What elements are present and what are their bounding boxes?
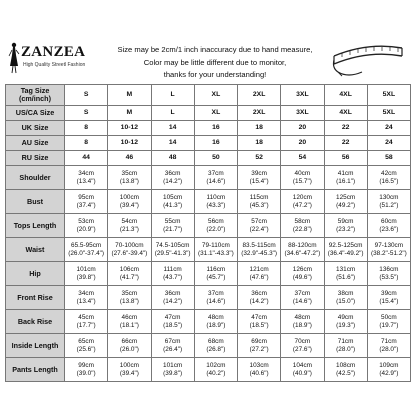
- inch-value: (23.2"): [336, 225, 356, 233]
- inch-value: (41.7"): [119, 273, 139, 281]
- cm-value: 55cm: [164, 217, 181, 225]
- measurement-cell: [194, 238, 237, 262]
- size-cell: 22: [324, 136, 367, 151]
- inch-value: (31.1"-43.3"): [197, 249, 234, 257]
- row-label: UK Size: [6, 121, 65, 136]
- inch-value: (38.2"-51.2"): [370, 249, 407, 257]
- size-cell: M: [108, 106, 151, 121]
- measurement-cell: [281, 166, 324, 190]
- inch-value: (43.7"): [163, 273, 183, 281]
- inch-value: (43.3"): [206, 201, 226, 209]
- measurement-cell: [108, 286, 151, 310]
- inch-value: (22.8"): [292, 225, 312, 233]
- size-cell: L: [151, 85, 194, 106]
- measurement-cell: [65, 358, 108, 382]
- table-row: [6, 262, 411, 286]
- cm-value: 67cm: [164, 337, 181, 345]
- inch-value: (32.9"-45.3"): [241, 249, 278, 257]
- measurement-cell: [194, 166, 237, 190]
- inch-value: (34.6"-47.2"): [284, 249, 321, 257]
- cm-value: 104cm: [292, 361, 312, 369]
- inch-value: (25.6"): [76, 345, 96, 353]
- cm-value: 131cm: [336, 265, 356, 273]
- cm-value: 40cm: [294, 169, 311, 177]
- inch-value: (21.3"): [119, 225, 139, 233]
- inch-value: (15.4"): [379, 297, 399, 305]
- row-label: Pants Length: [6, 358, 65, 382]
- measurement-cell: [238, 286, 281, 310]
- cm-value: 37cm: [208, 289, 224, 297]
- size-chart: [5, 84, 411, 382]
- measurement-cell: [108, 310, 151, 334]
- cm-value: 36cm: [251, 289, 267, 297]
- cm-value: 65cm: [78, 337, 94, 345]
- size-cell: 48: [151, 151, 194, 166]
- table-row: [6, 310, 411, 334]
- measurement-cell: [324, 190, 367, 214]
- cm-value: 101cm: [163, 361, 183, 369]
- inch-value: (51.2"): [379, 201, 399, 209]
- size-cell: 24: [367, 121, 410, 136]
- cm-value: 35cm: [121, 289, 138, 297]
- inch-value: (14.6"): [206, 177, 226, 185]
- measurement-cell: [194, 358, 237, 382]
- inch-value: (51.6"): [336, 273, 356, 281]
- table-row: [6, 238, 411, 262]
- inch-value: (16.5"): [379, 177, 399, 185]
- inch-value: (49.2"): [336, 201, 356, 209]
- table-row: [6, 214, 411, 238]
- inch-value: (39.8"): [163, 369, 183, 377]
- size-cell: L: [151, 106, 194, 121]
- notice-line: thanks for your understanding!: [163, 70, 267, 79]
- cm-value: 116cm: [206, 265, 226, 273]
- cm-value: 100cm: [119, 193, 139, 201]
- size-cell: 4XL: [324, 106, 367, 121]
- cm-value: 36cm: [164, 289, 181, 297]
- cm-value: 79-110cm: [201, 241, 230, 249]
- cm-value: 47cm: [251, 313, 267, 321]
- measurement-cell: [324, 262, 367, 286]
- size-cell: 14: [151, 136, 194, 151]
- measurement-cell: [108, 334, 151, 358]
- size-cell: 2XL: [238, 85, 281, 106]
- inch-value: (28.0"): [379, 345, 399, 353]
- row-label: AU Size: [6, 136, 65, 151]
- size-cell: S: [65, 85, 108, 106]
- measurement-cell: [238, 262, 281, 286]
- size-cell: 4XL: [324, 85, 367, 106]
- inch-value: (13.8"): [119, 177, 139, 185]
- cm-value: 49cm: [337, 313, 354, 321]
- measurement-cell: [281, 190, 324, 214]
- row-label: US/CA Size: [6, 106, 65, 121]
- cm-value: 83.5-115cm: [242, 241, 276, 249]
- cm-value: 37cm: [294, 289, 311, 297]
- table-row: [6, 121, 411, 136]
- measurement-cell: [367, 238, 410, 262]
- measurement-cell: [65, 166, 108, 190]
- cm-value: 50cm: [381, 313, 397, 321]
- size-cell: 54: [281, 151, 324, 166]
- inch-value: (14.6"): [206, 297, 226, 305]
- size-cell: 5XL: [367, 85, 410, 106]
- notice-line: Size may be 2cm/1 inch inaccuracy due to hand measure,: [117, 45, 313, 54]
- cm-value: 56cm: [208, 217, 224, 225]
- cm-value: 97-130cm: [374, 241, 404, 249]
- size-cell: 22: [324, 121, 367, 136]
- cm-value: 120cm: [292, 193, 312, 201]
- table-row: [6, 136, 411, 151]
- measurement-cell: [108, 214, 151, 238]
- inch-value: (26.8"): [206, 345, 226, 353]
- measurement-cell: [367, 358, 410, 382]
- cm-value: 57cm: [251, 217, 267, 225]
- table-row: [6, 334, 411, 358]
- cm-value: 47cm: [164, 313, 181, 321]
- measurement-cell: [151, 310, 194, 334]
- row-label: Front Rise: [6, 286, 65, 310]
- measurement-cell: [194, 286, 237, 310]
- inch-value: (40.2"): [206, 369, 226, 377]
- cm-value: 68cm: [208, 337, 224, 345]
- row-label: Waist: [6, 238, 65, 262]
- cm-value: 38cm: [337, 289, 354, 297]
- measurement-cell: [151, 214, 194, 238]
- measurement-cell: [324, 166, 367, 190]
- inch-value: (49.6"): [292, 273, 312, 281]
- cm-value: 106cm: [119, 265, 139, 273]
- inch-value: (45.3"): [249, 201, 269, 209]
- size-cell: 16: [194, 121, 237, 136]
- cm-value: 103cm: [249, 361, 269, 369]
- measurement-cell: [324, 358, 367, 382]
- inch-value: (15.0"): [336, 297, 356, 305]
- cm-value: 88-120cm: [288, 241, 317, 249]
- cm-value: 70cm: [294, 337, 311, 345]
- cm-value: 34cm: [78, 169, 94, 177]
- measurement-cell: [65, 310, 108, 334]
- size-notice: [110, 44, 320, 82]
- measurement-cell: [151, 238, 194, 262]
- measurement-cell: [367, 214, 410, 238]
- row-label: Tops Length: [6, 214, 65, 238]
- cm-value: 41cm: [337, 169, 354, 177]
- row-label: Bust: [6, 190, 65, 214]
- inch-value: (20.9"): [76, 225, 96, 233]
- measurement-cell: [324, 334, 367, 358]
- cm-value: 130cm: [379, 193, 399, 201]
- measurement-cell: [65, 238, 108, 262]
- inch-value: (14.2"): [249, 297, 269, 305]
- inch-value: (40.6"): [249, 369, 269, 377]
- inch-value: (27.6"): [292, 345, 312, 353]
- measurement-cell: [194, 190, 237, 214]
- size-cell: 5XL: [367, 106, 410, 121]
- inch-value: (19.3"): [336, 321, 356, 329]
- cm-value: 69cm: [251, 337, 267, 345]
- measurement-cell: [65, 262, 108, 286]
- row-label: Inside Length: [6, 334, 65, 358]
- size-table: [5, 84, 411, 382]
- inch-value: (37.4"): [76, 201, 96, 209]
- inch-value: (18.5"): [249, 321, 269, 329]
- inch-value: (39.4"): [119, 201, 139, 209]
- inch-value: (39.0"): [76, 369, 96, 377]
- notice-line: Color may be little different due to monitor,: [143, 57, 287, 67]
- cm-value: 110cm: [206, 193, 226, 201]
- cm-value: 99cm: [78, 361, 94, 369]
- table-row: [6, 151, 411, 166]
- cm-value: 54cm: [121, 217, 138, 225]
- inch-value: (26.4"): [163, 345, 183, 353]
- measurement-cell: [281, 358, 324, 382]
- cm-value: 109cm: [379, 361, 399, 369]
- inch-value: (14.2"): [163, 177, 183, 185]
- measurement-cell: [108, 190, 151, 214]
- measurement-cell: [238, 214, 281, 238]
- measurement-cell: [281, 262, 324, 286]
- size-cell: 3XL: [281, 106, 324, 121]
- cm-value: 126cm: [292, 265, 312, 273]
- cm-value: 71cm: [381, 337, 397, 345]
- size-cell: 44: [65, 151, 108, 166]
- table-row: [6, 166, 411, 190]
- inch-value: (14.2"): [163, 297, 183, 305]
- measurement-cell: [367, 334, 410, 358]
- cm-value: 66cm: [121, 337, 138, 345]
- cm-value: 48cm: [294, 313, 311, 321]
- cm-value: 102cm: [206, 361, 226, 369]
- cm-value: 39cm: [251, 169, 267, 177]
- row-label: Hip: [6, 262, 65, 286]
- size-cell: 3XL: [281, 85, 324, 106]
- table-row: [6, 358, 411, 382]
- measurement-cell: [281, 286, 324, 310]
- cm-value: 65.5-95cm: [71, 241, 102, 249]
- inch-value: (29.5"-41.3"): [154, 249, 191, 257]
- inch-value: (19.7"): [379, 321, 399, 329]
- cm-value: 35cm: [121, 169, 138, 177]
- cm-value: 71cm: [337, 337, 354, 345]
- inch-value: (42.5"): [336, 369, 356, 377]
- cm-value: 108cm: [336, 361, 356, 369]
- cm-value: 36cm: [164, 169, 181, 177]
- measurement-cell: [108, 358, 151, 382]
- cm-value: 101cm: [76, 265, 96, 273]
- cm-value: 45cm: [78, 313, 94, 321]
- measurement-cell: [151, 358, 194, 382]
- brand-logo: [4, 40, 114, 76]
- cm-value: 95cm: [78, 193, 94, 201]
- cm-value: 136cm: [379, 265, 399, 273]
- cm-value: 59cm: [337, 217, 354, 225]
- measurement-cell: [367, 166, 410, 190]
- cm-value: 74.5-105cm: [155, 241, 190, 249]
- measurement-cell: [151, 190, 194, 214]
- inch-value: (22.4"): [249, 225, 269, 233]
- fashion-figure-icon: [8, 42, 20, 74]
- inch-value: (22.0"): [206, 225, 226, 233]
- brand-name: ZANZEA: [21, 44, 86, 60]
- inch-value: (28.0"): [336, 345, 356, 353]
- measurement-cell: [194, 310, 237, 334]
- cm-value: 37cm: [208, 169, 224, 177]
- inch-value: (42.9"): [379, 369, 399, 377]
- measurement-cell: [281, 310, 324, 334]
- inch-value: (27.6"-39.4"): [111, 249, 148, 257]
- inch-value: (18.9"): [206, 321, 226, 329]
- size-cell: 10-12: [108, 136, 151, 151]
- measurement-cell: [367, 310, 410, 334]
- measurement-cell: [324, 310, 367, 334]
- measurement-cell: [151, 286, 194, 310]
- size-cell: 18: [238, 121, 281, 136]
- measurement-cell: [324, 214, 367, 238]
- size-cell: 56: [324, 151, 367, 166]
- inch-value: (26.0"-37.4"): [68, 249, 105, 257]
- measurement-cell: [151, 334, 194, 358]
- cm-value: 42cm: [381, 169, 397, 177]
- inch-value: (27.2"): [249, 345, 269, 353]
- size-cell: XL: [194, 106, 237, 121]
- size-cell: S: [65, 106, 108, 121]
- measurement-cell: [108, 262, 151, 286]
- cm-value: 48cm: [208, 313, 224, 321]
- cm-value: 111cm: [163, 265, 182, 273]
- inch-value: (41.3"): [163, 201, 183, 209]
- size-cell: 10-12: [108, 121, 151, 136]
- measurement-cell: [324, 286, 367, 310]
- measurement-cell: [65, 190, 108, 214]
- measurement-cell: [238, 358, 281, 382]
- measurement-cell: [151, 166, 194, 190]
- inch-value: (15.4"): [249, 177, 269, 185]
- cm-value: 121cm: [249, 265, 269, 273]
- measurement-cell: [194, 262, 237, 286]
- table-row: [6, 85, 411, 106]
- inch-value: (18.9"): [292, 321, 312, 329]
- size-cell: 8: [65, 121, 108, 136]
- table-row: [6, 190, 411, 214]
- size-cell: 14: [151, 121, 194, 136]
- inch-value: (13.8"): [119, 297, 139, 305]
- header: [0, 0, 416, 82]
- size-cell: 8: [65, 136, 108, 151]
- measurement-cell: [151, 262, 194, 286]
- inch-value: (39.8"): [76, 273, 96, 281]
- measurement-cell: [367, 286, 410, 310]
- measurement-cell: [108, 238, 151, 262]
- measurement-cell: [108, 166, 151, 190]
- cm-value: 53cm: [78, 217, 94, 225]
- size-cell: 52: [238, 151, 281, 166]
- cm-value: 60cm: [381, 217, 397, 225]
- size-cell: M: [108, 85, 151, 106]
- inch-value: (47.6"): [249, 273, 269, 281]
- inch-value: (18.5"): [163, 321, 183, 329]
- inch-value: (13.4"): [76, 297, 96, 305]
- row-label: Back Rise: [6, 310, 65, 334]
- row-label: Shoulder: [6, 166, 65, 190]
- cm-value: 100cm: [119, 361, 139, 369]
- cm-value: 39cm: [381, 289, 397, 297]
- cm-value: 115cm: [249, 193, 269, 201]
- size-cell: 46: [108, 151, 151, 166]
- cm-value: 34cm: [78, 289, 94, 297]
- inch-value: (40.9"): [292, 369, 312, 377]
- cm-value: 46cm: [121, 313, 138, 321]
- inch-value: (47.2"): [292, 201, 312, 209]
- measurement-cell: [65, 334, 108, 358]
- inch-value: (23.6"): [379, 225, 399, 233]
- size-cell: 20: [281, 121, 324, 136]
- size-cell: 58: [367, 151, 410, 166]
- cm-value: 105cm: [163, 193, 183, 201]
- measurement-cell: [324, 238, 367, 262]
- measurement-cell: [194, 334, 237, 358]
- size-cell: 18: [238, 136, 281, 151]
- size-cell: 16: [194, 136, 237, 151]
- cm-value: 70-100cm: [115, 241, 144, 249]
- inch-value: (15.7"): [292, 177, 312, 185]
- size-cell: 20: [281, 136, 324, 151]
- size-cell: 50: [194, 151, 237, 166]
- inch-value: (45.7"): [206, 273, 226, 281]
- measuring-tape-icon: [328, 38, 408, 80]
- size-cell: 24: [367, 136, 410, 151]
- measurement-cell: [281, 334, 324, 358]
- row-label: Tag Size (cm/inch): [6, 85, 65, 106]
- inch-value: (26.0"): [119, 345, 139, 353]
- measurement-cell: [238, 310, 281, 334]
- measurement-cell: [367, 262, 410, 286]
- inch-value: (36.4"-49.2"): [327, 249, 364, 257]
- brand-tagline: High Quality Streetl Fashion: [23, 62, 86, 68]
- measurement-cell: [238, 190, 281, 214]
- table-row: [6, 286, 411, 310]
- measurement-cell: [194, 214, 237, 238]
- inch-value: (53.5"): [379, 273, 399, 281]
- measurement-cell: [238, 238, 281, 262]
- cm-value: 58cm: [294, 217, 311, 225]
- inch-value: (39.4"): [119, 369, 139, 377]
- measurement-cell: [281, 238, 324, 262]
- size-cell: XL: [194, 85, 237, 106]
- inch-value: (21.7"): [163, 225, 183, 233]
- cm-value: 92.5-125cm: [328, 241, 363, 249]
- cm-value: 125cm: [336, 193, 356, 201]
- inch-value: (14.6"): [292, 297, 312, 305]
- measurement-cell: [281, 214, 324, 238]
- measurement-cell: [238, 166, 281, 190]
- inch-value: (16.1"): [336, 177, 356, 185]
- inch-value: (18.1"): [119, 321, 139, 329]
- measurement-cell: [65, 286, 108, 310]
- measurement-cell: [367, 190, 410, 214]
- inch-value: (17.7"): [76, 321, 96, 329]
- inch-value: (13.4"): [76, 177, 96, 185]
- measurement-cell: [65, 214, 108, 238]
- size-cell: 2XL: [238, 106, 281, 121]
- table-row: [6, 106, 411, 121]
- measurement-cell: [238, 334, 281, 358]
- row-label: RU Size: [6, 151, 65, 166]
